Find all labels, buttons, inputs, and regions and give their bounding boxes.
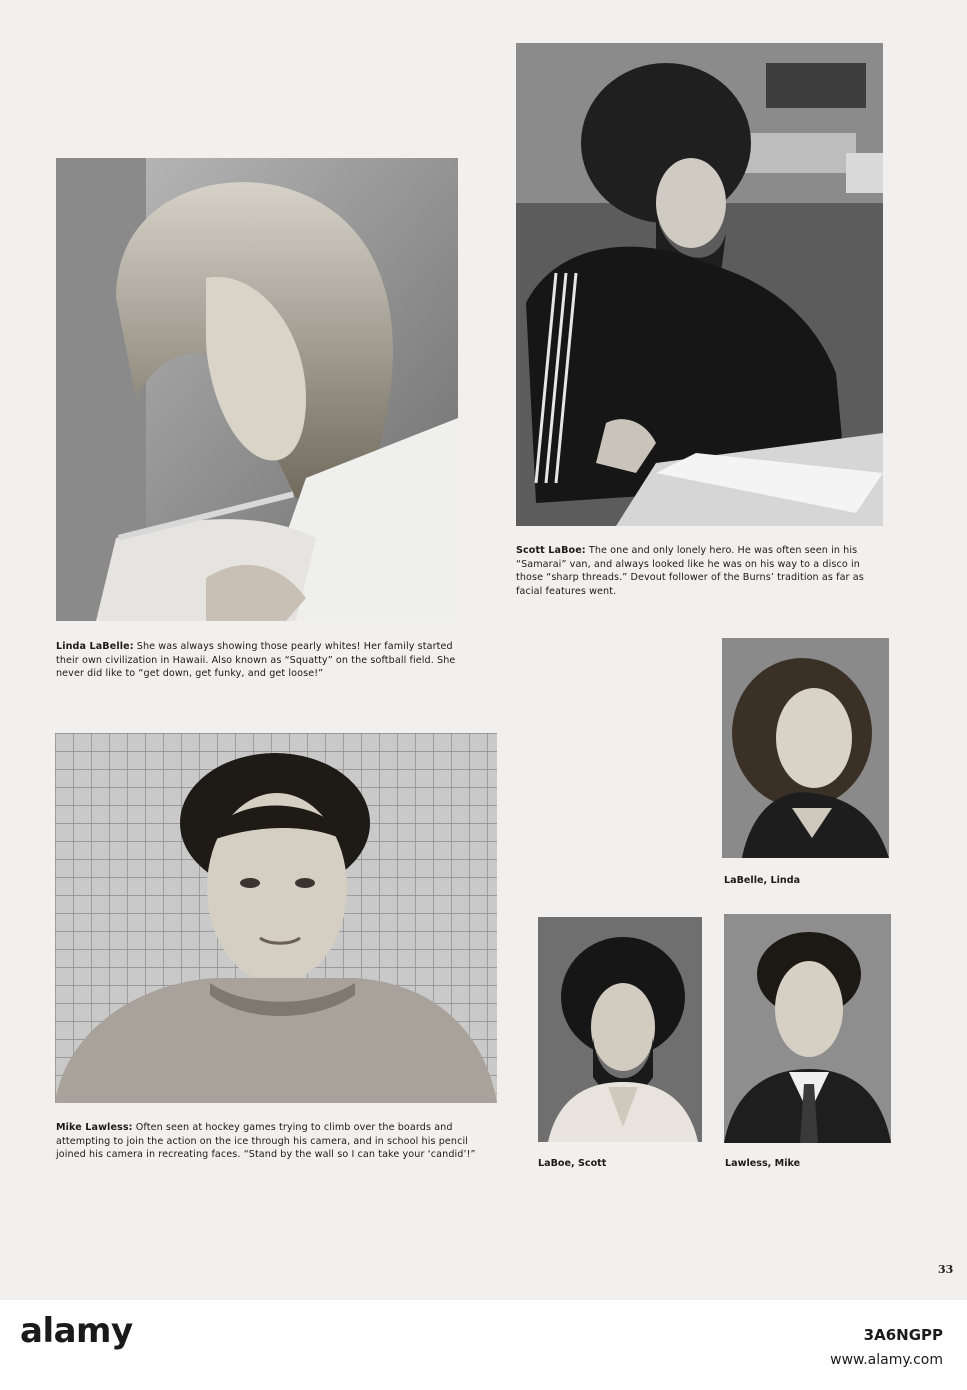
caption-linda-lead: Linda LaBelle: [56, 641, 134, 652]
caption-mike-text: Often seen at hockey games trying to climb over the boards and attempting to join the action on the ice through his camera, and in school his pencil joined his camera in recreating faces. “Stand by the wall so I can take your ‘candid’!” [56, 1122, 476, 1161]
caption-linda-text: She was always showing those pearly whites! Her family started their own civilization in Hawaii. Also known as “Squatty” on the softball field. She never did like to “get down, get funky, and get loose!” [56, 641, 456, 680]
linda-candid-image [56, 158, 458, 621]
name-label-linda: LaBelle, Linda [724, 875, 801, 886]
photo-scott-candid [516, 43, 883, 526]
page-number: 33 [938, 1263, 954, 1276]
name-label-scott: LaBoe, Scott [538, 1158, 607, 1169]
caption-mike-lead: Mike Lawless: [56, 1122, 133, 1133]
mike-candid-image [55, 733, 497, 1103]
photo-linda-candid [56, 158, 458, 621]
caption-linda [56, 640, 460, 681]
alamy-logo: alamy [20, 1311, 133, 1351]
name-label-mike: Lawless, Mike [725, 1158, 801, 1169]
stock-footer [0, 1300, 967, 1390]
photo-linda-portrait [722, 638, 889, 858]
caption-mike [56, 1121, 496, 1162]
photo-scott-portrait [538, 917, 702, 1142]
mike-portrait-image [724, 914, 891, 1143]
scott-portrait-image [538, 917, 702, 1142]
caption-scott [516, 544, 886, 598]
photo-mike-portrait [724, 914, 891, 1143]
stock-image-id: 3A6NGPP [863, 1326, 943, 1344]
scott-candid-image [516, 43, 883, 526]
caption-scott-text: The one and only lonely hero. He was often seen in his “Samarai” van, and always looked like he was on his way to a disco in those “sharp threads.” Devout follower of the Burns’ tradition as far as facial features went. [516, 545, 864, 597]
linda-portrait-image [722, 638, 889, 858]
caption-scott-lead: Scott LaBoe: [516, 545, 586, 556]
stock-url: www.alamy.com [830, 1352, 943, 1368]
photo-mike-candid [55, 733, 497, 1103]
